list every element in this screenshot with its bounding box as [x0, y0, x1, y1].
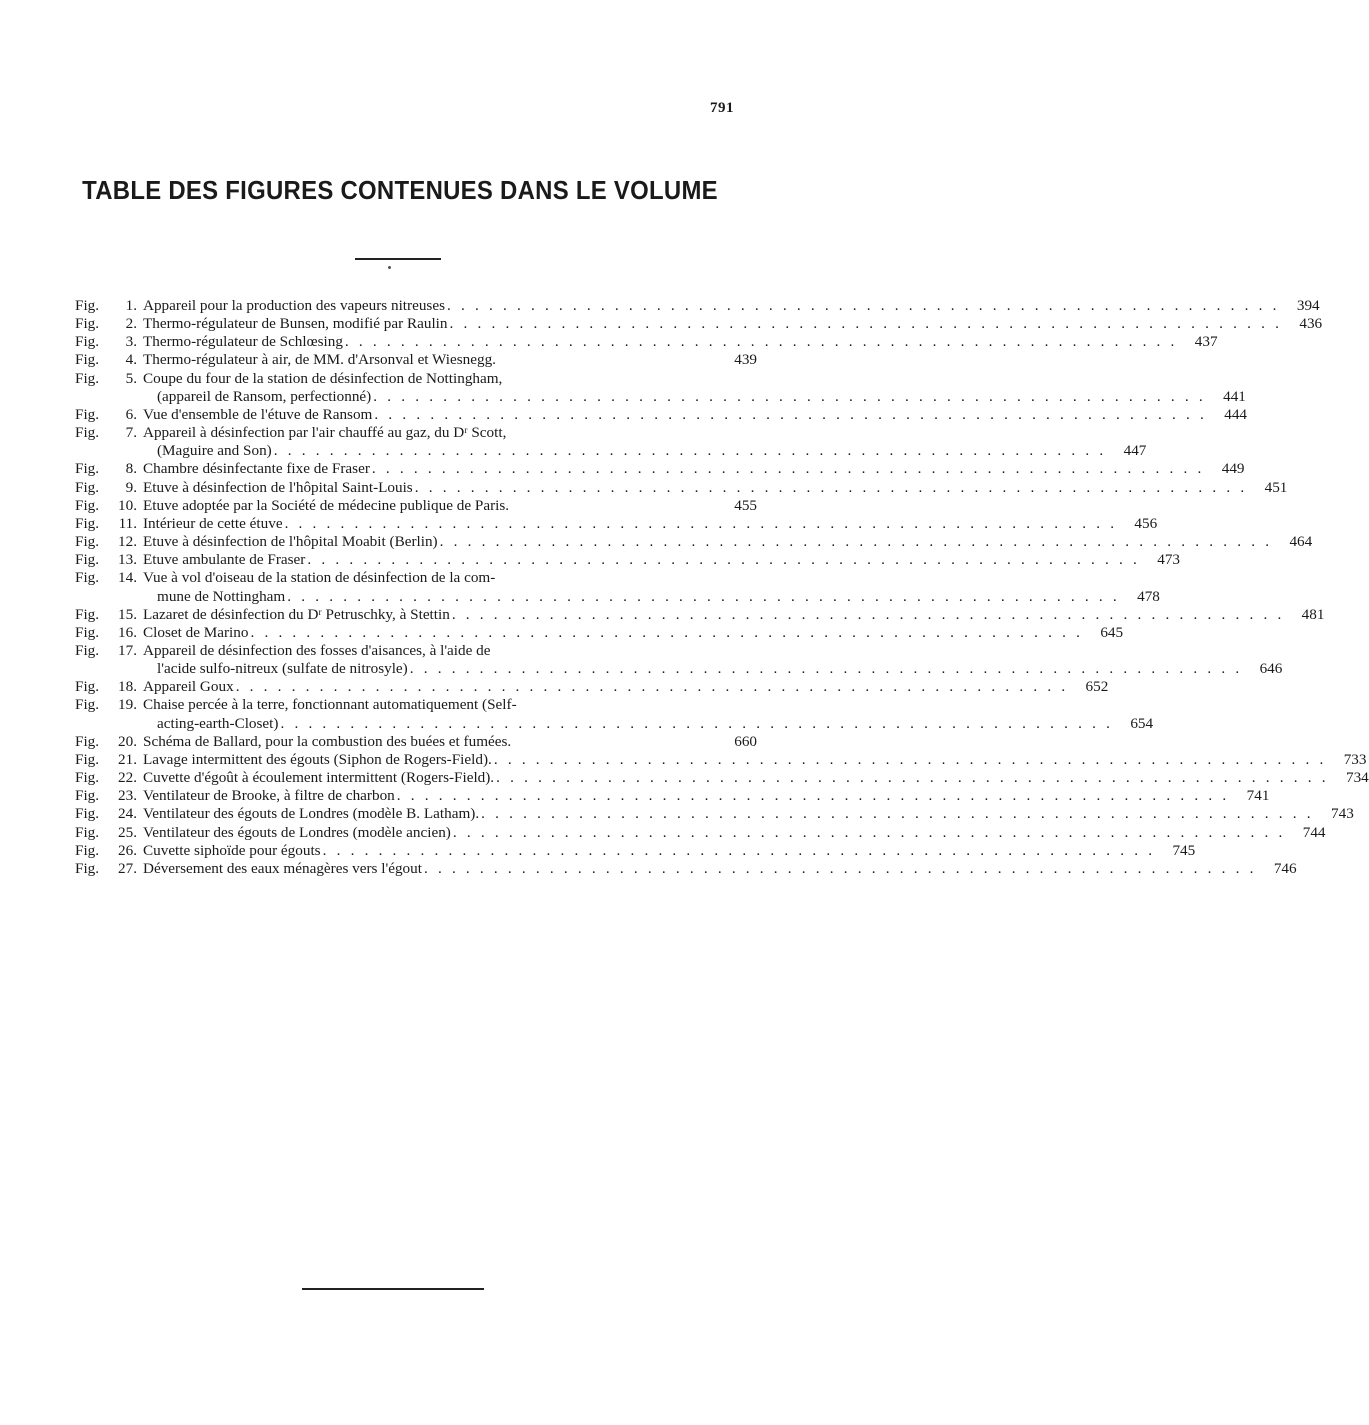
figure-number: 9.: [125, 478, 137, 496]
figure-caption: [143, 406, 1207, 424]
figure-number: 7.: [125, 424, 137, 442]
figure-number: 21.: [118, 750, 137, 768]
figure-caption: [143, 297, 1280, 315]
figure-entry: [75, 605, 1325, 624]
figure-number: 1.: [125, 297, 137, 314]
page-reference: 652: [1085, 678, 1109, 696]
dot-leader: . . . . . . . . . . . . . . . . . . . . . . . . . . . . . . . . . . . . . . . . . . . . . . . . . . . . . . . . . . . .: [449, 315, 1283, 333]
figure-prefix: Fig.: [75, 623, 100, 641]
figure-entry: [75, 297, 1320, 315]
figure-entry: [75, 805, 1354, 823]
figure-number: 5.: [125, 369, 137, 387]
figure-number: 19.: [118, 696, 137, 714]
caption-text: Cuvette siphoïde pour égouts: [143, 841, 321, 859]
figure-number: 22.: [118, 769, 137, 787]
caption-text: Schéma de Ballard, pour la combustion des buées et fumées.: [143, 732, 512, 750]
page-reference: 436: [1299, 315, 1323, 333]
figure-entry: [75, 569, 1160, 605]
dot-leader: . . . . . . . . . . . . . . . . . . . . . . . . . . . . . . . . . . . . . . . . . . . . . . . . . . . . . . . . . . . .: [287, 587, 1120, 605]
caption-line: [143, 442, 1106, 460]
caption-line: [143, 351, 717, 369]
page-reference: 456: [1134, 514, 1158, 532]
caption-line: [143, 678, 1068, 696]
figure-entry: [75, 769, 1369, 787]
figure-number: 18.: [118, 678, 137, 696]
figure-prefix: Fig.: [75, 315, 100, 333]
caption-line: [143, 533, 1272, 551]
figure-caption: [143, 351, 717, 369]
caption-line: [143, 333, 1178, 351]
figure-prefix: Fig.: [75, 732, 100, 750]
caption-line: Vue à vol d'oiseau de la station de désinfection de la com-: [143, 569, 496, 587]
caption-line: Coupe du four de la station de désinfection de Nottingham,: [143, 369, 503, 387]
figure-prefix: Fig.: [75, 460, 100, 478]
figure-number: 6.: [125, 405, 137, 423]
figure-caption: [143, 696, 1113, 732]
caption-line: [143, 860, 1257, 878]
figure-number: 26.: [118, 841, 137, 859]
figure-caption: [143, 515, 1117, 533]
figure-entry: [75, 369, 1246, 406]
caption-line: [143, 315, 1282, 333]
caption-text: Etuve à désinfection de l'hôpital Moabit (Berlin): [143, 533, 438, 551]
caption-text: Ventilateur des égouts de Londres (modèle ancien): [143, 823, 451, 841]
dot-leader: . . . . . . . . . . . . . . . . . . . . . . . . . . . . . . . . . . . . . . . . . . . . . . . . . . . . . . . . . . . .: [496, 769, 1329, 787]
dot-leader: . . . . . . . . . . . . . . . . . . . . . . . . . . . . . . . . . . . . . . . . . . . . . . . . . . . . . . . . . . . .: [423, 859, 1257, 877]
caption-text: Lazaret de désinfection du Dʳ Petruschky, à Stettin: [143, 605, 450, 623]
figure-prefix: Fig.: [75, 678, 100, 696]
figure-caption: [143, 606, 1284, 624]
figure-caption: [143, 805, 1314, 823]
caption-text: Thermo-régulateur à air, de MM. d'Arsonval et Wiesnegg.: [143, 351, 496, 369]
figure-number: 24.: [118, 805, 137, 823]
page-reference: 646: [1259, 660, 1283, 678]
dot-leader: . . . . . . . . . . . . . . . . . . . . . . . . . . . . . . . . . . . . . . . . . . . . . . . . . . . . . . . . . . . .: [374, 405, 1207, 423]
figure-entry: [75, 315, 1323, 333]
figure-entry: [75, 424, 1147, 460]
caption-line: [143, 606, 1284, 624]
figure-entry: [75, 351, 757, 369]
caption-line: [143, 551, 1140, 569]
caption-line: [143, 715, 1113, 733]
caption-line: [143, 769, 1329, 787]
page-reference: 394: [1296, 297, 1320, 314]
page-reference: 660: [734, 732, 757, 750]
figure-entry: [75, 333, 1218, 351]
figure-number: 14.: [118, 569, 137, 587]
dot-leader: . . . . . . . . . . . . . . . . . . . . . . . . . . . . . . . . . . . . . . . . . . . . . . . . . . . . . . . . . . . .: [452, 823, 1286, 841]
caption-text: Etuve ambulante de Fraser: [143, 551, 306, 569]
figure-entry: [75, 750, 1367, 769]
figure-prefix: Fig.: [75, 605, 100, 623]
dot-leader: . . . . . . . . . . . . . . . . . . . . . . . . . . . . . . . . . . . . . . . . . . . . . . . . . . . . . . . . . . . .: [344, 333, 1178, 351]
caption-line: Appareil à désinfection par l'air chauffé au gaz, du Dʳ Scott,: [143, 424, 507, 442]
figure-number: 12.: [118, 533, 137, 551]
figure-entry: [75, 696, 1154, 732]
figure-caption: [143, 333, 1178, 351]
caption-text: Appareil pour la production des vapeurs nitreuses: [143, 297, 445, 314]
figure-entry: [75, 733, 757, 751]
figure-number: 25.: [118, 823, 137, 841]
page-reference: 449: [1221, 460, 1245, 478]
figure-caption: [143, 497, 717, 515]
caption-text: Etuve à désinfection de l'hôpital Saint-Louis: [143, 478, 413, 496]
caption-text: mune de Nottingham: [157, 587, 286, 605]
figure-number: 17.: [118, 641, 137, 659]
figure-entry: [75, 641, 1283, 678]
figure-prefix: Fig.: [75, 369, 100, 387]
figure-entry: [75, 678, 1109, 696]
caption-text: (Maguire and Son): [157, 442, 272, 460]
figure-entry: [75, 823, 1326, 842]
figure-prefix: Fig.: [75, 641, 100, 659]
figure-entry: [75, 623, 1124, 642]
figure-caption: [143, 460, 1205, 478]
figure-entry: [75, 787, 1270, 805]
caption-text: l'acide sulfo-nitreux (sulfate de nitrosyle): [157, 660, 408, 678]
dot-leader: . . . . . . . . . . . . . . . . . . . . . . . . . . . . . . . . . . . . . . . . . . . . . . . . . . . . . . . . . . . .: [322, 841, 1156, 859]
caption-line: [143, 479, 1247, 497]
figure-prefix: Fig.: [75, 569, 100, 587]
figure-prefix: Fig.: [75, 405, 100, 423]
caption-line: [143, 787, 1229, 805]
page-reference: 439: [734, 351, 757, 369]
dot-leader: . . . . . . . . . . . . . . . . . . . . . . . . . . . . . . . . . . . . . . . . . . . . . . . . . . . . . . . . . . . .: [396, 787, 1230, 805]
figure-number: 4.: [125, 351, 137, 369]
figure-number: 8.: [125, 460, 137, 478]
figure-caption: [143, 569, 1120, 605]
top-rule: [355, 258, 441, 260]
page-number: 791: [710, 100, 734, 116]
page-reference: 746: [1273, 859, 1297, 877]
page-reference: 444: [1224, 405, 1247, 423]
caption-text: Thermo-régulateur de Schlœsing: [143, 333, 343, 351]
page-reference: 441: [1223, 387, 1246, 405]
figure-prefix: Fig.: [75, 823, 100, 841]
figure-number: 2.: [125, 315, 137, 333]
dot-leader: [511, 733, 717, 751]
figure-number: 27.: [118, 859, 137, 877]
dot-leader: . . . . . . . . . . . . . . . . . . . . . . . . . . . . . . . . . . . . . . . . . . . . . . . . . . . . . . . . . . . .: [371, 460, 1205, 478]
caption-line: [143, 388, 1206, 406]
page-reference: 464: [1289, 533, 1313, 551]
figure-prefix: Fig.: [75, 424, 100, 442]
caption-text: Thermo-régulateur de Bunsen, modifié par Raulin: [143, 315, 448, 333]
figure-entry: [75, 478, 1288, 497]
page-title: TABLE DES FIGURES CONTENUES DANS LE VOLUME: [82, 175, 718, 205]
figure-caption: [143, 824, 1286, 842]
caption-text: acting-earth-Closet): [157, 714, 279, 732]
figure-caption: [143, 533, 1272, 551]
figure-caption: [143, 842, 1155, 860]
caption-text: Closet de Marino: [143, 623, 249, 641]
figure-number: 16.: [118, 623, 137, 641]
figure-number: 20.: [118, 732, 137, 750]
figure-entry: [75, 859, 1297, 878]
figure-caption: [143, 787, 1229, 805]
page-reference: 437: [1194, 333, 1218, 351]
page-reference: 473: [1157, 551, 1181, 569]
figure-number: 23.: [118, 787, 137, 805]
caption-line: [143, 751, 1326, 769]
page-reference: 654: [1130, 714, 1154, 732]
dot-leader: . . . . . . . . . . . . . . . . . . . . . . . . . . . . . . . . . . . . . . . . . . . . . . . . . . . . . . . . . . . .: [493, 750, 1327, 768]
caption-line: [143, 406, 1207, 424]
caption-line: [143, 624, 1083, 642]
caption-line: [143, 805, 1314, 823]
figure-entry: [75, 551, 1181, 569]
figure-prefix: Fig.: [75, 533, 100, 551]
page-reference: 745: [1172, 841, 1196, 859]
figure-prefix: Fig.: [75, 351, 100, 369]
figure-caption: [143, 551, 1140, 569]
dot-leader: . . . . . . . . . . . . . . . . . . . . . . . . . . . . . . . . . . . . . . . . . . . . . . . . . . . . . . . . . . . .: [280, 714, 1114, 732]
figure-prefix: Fig.: [75, 696, 100, 714]
dot-leader: . . . . . . . . . . . . . . . . . . . . . . . . . . . . . . . . . . . . . . . . . . . . . . . . . . . . . . . . . . . .: [273, 442, 1107, 460]
figure-prefix: Fig.: [75, 478, 100, 496]
figure-caption: [143, 769, 1329, 787]
figures-list: [75, 297, 1369, 878]
page-reference: 741: [1246, 787, 1270, 805]
dot-leader: [509, 497, 717, 515]
page-reference: 733: [1343, 750, 1367, 768]
page-reference: 734: [1345, 769, 1369, 787]
caption-text: Lavage intermittent des égouts (Siphon de Rogers-Field).: [143, 750, 492, 768]
dot-leader: [496, 351, 717, 369]
caption-line: [143, 842, 1155, 860]
figure-number: 13.: [118, 551, 137, 569]
caption-line: [143, 824, 1286, 842]
caption-text: Etuve adoptée par la Société de médecine publique de Paris.: [143, 496, 510, 514]
caption-line: Chaise percée à la terre, fonctionnant automatiquement (Self-: [143, 696, 517, 714]
figure-number: 11.: [118, 514, 137, 532]
dot-leader: . . . . . . . . . . . . . . . . . . . . . . . . . . . . . . . . . . . . . . . . . . . . . . . . . . . . . . . . . . . .: [235, 678, 1069, 696]
figure-entry: [75, 460, 1245, 478]
page-reference: 451: [1264, 478, 1288, 496]
figure-caption: [143, 751, 1326, 769]
figure-prefix: Fig.: [75, 514, 100, 532]
figure-caption: [143, 642, 1242, 678]
figure-entry: [75, 841, 1196, 860]
caption-text: Chambre désinfectante fixe de Fraser: [143, 460, 370, 478]
figure-number: 10.: [118, 496, 137, 514]
figure-caption: [143, 860, 1257, 878]
caption-line: [143, 497, 717, 515]
figure-prefix: Fig.: [75, 496, 100, 514]
dot-leader: . . . . . . . . . . . . . . . . . . . . . . . . . . . . . . . . . . . . . . . . . . . . . . . . . . . . . . . . . . . .: [409, 660, 1243, 678]
dot-leader: . . . . . . . . . . . . . . . . . . . . . . . . . . . . . . . . . . . . . . . . . . . . . . . . . . . . . . . . . . . .: [414, 478, 1248, 496]
dot-leader: . . . . . . . . . . . . . . . . . . . . . . . . . . . . . . . . . . . . . . . . . . . . . . . . . . . . . . . . . . . .: [307, 551, 1141, 569]
page-reference: 455: [734, 496, 757, 514]
figure-prefix: Fig.: [75, 841, 100, 859]
figure-prefix: Fig.: [75, 297, 100, 314]
dot-leader: . . . . . . . . . . . . . . . . . . . . . . . . . . . . . . . . . . . . . . . . . . . . . . . . . . . . . . . . . . . .: [250, 623, 1084, 641]
page-reference: 744: [1302, 823, 1326, 841]
figure-prefix: Fig.: [75, 333, 100, 351]
dot-leader: . . . . . . . . . . . . . . . . . . . . . . . . . . . . . . . . . . . . . . . . . . . . . . . . . . . . . . . . . . . .: [446, 297, 1280, 314]
figure-prefix: Fig.: [75, 750, 100, 768]
caption-text: Ventilateur de Brooke, à filtre de charbon: [143, 787, 395, 805]
figure-prefix: Fig.: [75, 769, 100, 787]
figure-prefix: Fig.: [75, 859, 100, 877]
caption-line: [143, 733, 717, 751]
page-reference: 645: [1100, 623, 1124, 641]
caption-text: Déversement des eaux ménagères vers l'égout: [143, 859, 422, 877]
figure-entry: [75, 405, 1247, 424]
figure-prefix: Fig.: [75, 805, 100, 823]
dot-leader: . . . . . . . . . . . . . . . . . . . . . . . . . . . . . . . . . . . . . . . . . . . . . . . . . . . . . . . . . . . .: [451, 605, 1285, 623]
caption-text: Vue d'ensemble de l'étuve de Ransom: [143, 405, 373, 423]
caption-line: [143, 460, 1205, 478]
figure-caption: [143, 370, 1206, 406]
figure-entry: [75, 514, 1158, 533]
figure-caption: [143, 678, 1068, 696]
caption-text: Cuvette d'égoût à écoulement intermittent (Rogers-Field).: [143, 769, 495, 787]
caption-line: [143, 297, 1280, 315]
page-reference: 478: [1137, 587, 1160, 605]
figure-number: 3.: [125, 333, 137, 351]
caption-text: Appareil Goux: [143, 678, 234, 696]
figure-caption: [143, 315, 1282, 333]
caption-line: [143, 660, 1242, 678]
caption-text: (appareil de Ransom, perfectionné): [157, 387, 372, 405]
page-reference: 743: [1331, 805, 1354, 823]
figure-caption: [143, 624, 1083, 642]
figure-number: 15.: [118, 605, 137, 623]
dot-leader: . . . . . . . . . . . . . . . . . . . . . . . . . . . . . . . . . . . . . . . . . . . . . . . . . . . . . . . . . . . .: [481, 805, 1314, 823]
dot-leader: . . . . . . . . . . . . . . . . . . . . . . . . . . . . . . . . . . . . . . . . . . . . . . . . . . . . . . . . . . . .: [284, 514, 1118, 532]
caption-text: Ventilateur des égouts de Londres (modèle B. Latham).: [143, 805, 480, 823]
ornament-dot: [388, 266, 391, 269]
caption-text: Intérieur de cette étuve: [143, 514, 283, 532]
page-reference: 481: [1301, 605, 1325, 623]
figure-caption: [143, 733, 717, 751]
figure-entry: [75, 497, 757, 515]
figure-prefix: Fig.: [75, 551, 100, 569]
figure-caption: [143, 424, 1106, 460]
caption-line: [143, 515, 1117, 533]
caption-line: [143, 588, 1120, 606]
figure-caption: [143, 479, 1247, 497]
dot-leader: . . . . . . . . . . . . . . . . . . . . . . . . . . . . . . . . . . . . . . . . . . . . . . . . . . . . . . . . . . . .: [373, 387, 1206, 405]
page-reference: 447: [1123, 442, 1147, 460]
figure-prefix: Fig.: [75, 787, 100, 805]
caption-line: Appareil de désinfection des fosses d'aisances, à l'aide de: [143, 641, 491, 659]
dot-leader: . . . . . . . . . . . . . . . . . . . . . . . . . . . . . . . . . . . . . . . . . . . . . . . . . . . . . . . . . . . .: [439, 533, 1273, 551]
bottom-rule: [302, 1288, 484, 1290]
figure-entry: [75, 533, 1313, 551]
